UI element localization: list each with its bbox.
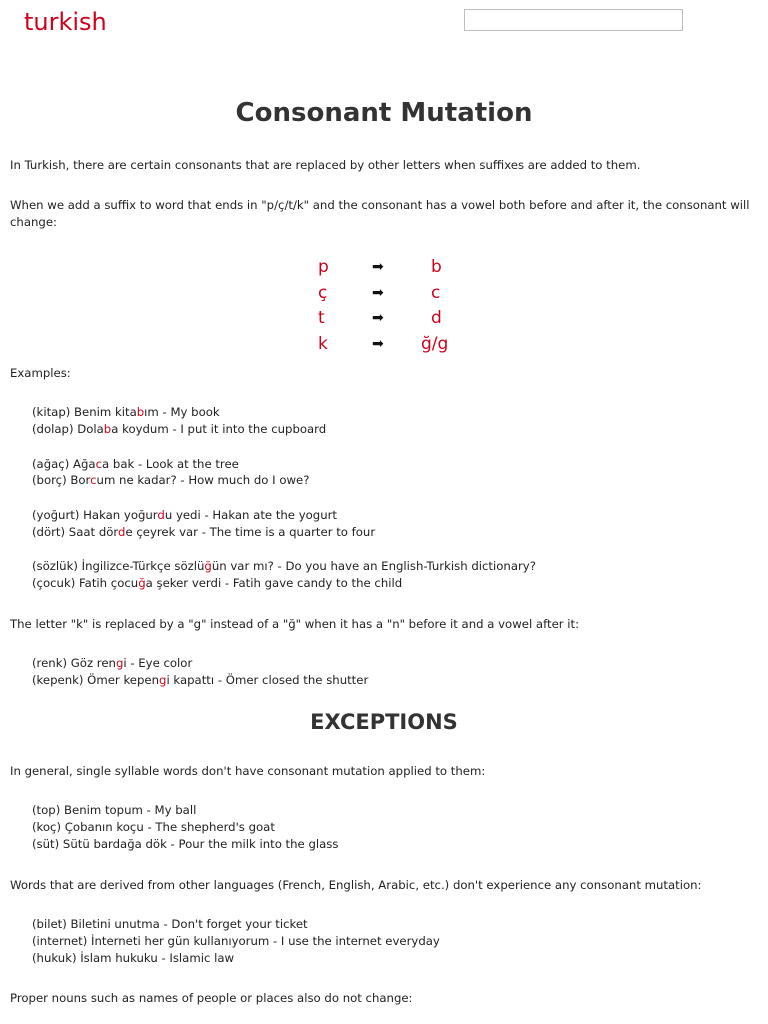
mutation-to: c [431, 283, 441, 303]
proper-nouns-paragraph: Proper nouns such as names of people or places also do not change: [10, 991, 413, 1005]
example-line: (renk) Göz rengi - Eye color [32, 656, 193, 670]
rule-paragraph: When we add a suffix to word that ends in "p/ç/t/k" and the consonant has a vowel both before and after it, the consonant will change: [10, 198, 750, 229]
examples-label: Examples: [10, 366, 71, 380]
mutation-from: p [318, 257, 329, 277]
mutation-to: b [431, 257, 442, 277]
mutation-to: ğ/g [421, 334, 449, 354]
example-line: (sözlük) İngilizce-Türkçe sözlüğün var mı? - Do you have an English-Turkish dictionary? [32, 559, 536, 573]
mutation-from: t [318, 308, 325, 328]
arrow-right-icon: ➡ [372, 310, 384, 326]
search-input[interactable] [464, 9, 683, 31]
exception-line: (koç) Çobanın koçu - The shepherd's goat [32, 820, 275, 834]
site-logo[interactable]: turkish [24, 8, 107, 36]
exception-line: (süt) Sütü bardağa dök - Pour the milk into the glass [32, 837, 339, 851]
foreign-line: (bilet) Biletini unutma - Don't forget your ticket [32, 917, 308, 931]
arrow-right-icon: ➡ [372, 259, 384, 275]
foreign-line: (hukuk) İslam hukuku - Islamic law [32, 951, 235, 965]
example-line: (dolap) Dolaba koydum - I put it into the cupboard [32, 422, 327, 436]
foreign-words-paragraph: Words that are derived from other languages (French, English, Arabic, etc.) don't experience any consonant mutation: [10, 878, 702, 892]
example-line: (borç) Borcum ne kadar? - How much do I owe? [32, 473, 310, 487]
page-title: Consonant Mutation [235, 98, 533, 128]
exceptions-heading: EXCEPTIONS [310, 710, 458, 734]
example-line: (dört) Saat dörde çeyrek var - The time is a quarter to four [32, 525, 376, 539]
foreign-line: (internet) İnterneti her gün kullanıyorum - I use the internet everyday [32, 934, 440, 948]
mutation-from: ç [318, 283, 328, 303]
exception-line: (top) Benim topum - My ball [32, 803, 197, 817]
example-line: (ağaç) Ağaca bak - Look at the tree [32, 457, 239, 471]
arrow-right-icon: ➡ [372, 285, 384, 301]
exceptions-intro: In general, single syllable words don't have consonant mutation applied to them: [10, 764, 486, 778]
k-rule-paragraph: The letter "k" is replaced by a "g" instead of a "ğ" when it has a "n" before it and a vowel after it: [10, 617, 580, 631]
arrow-right-icon: ➡ [372, 336, 384, 352]
example-line: (kitap) Benim kitabım - My book [32, 405, 220, 419]
example-line: (yoğurt) Hakan yoğurdu yedi - Hakan ate the yogurt [32, 508, 337, 522]
mutation-from: k [318, 334, 328, 354]
intro-paragraph: In Turkish, there are certain consonants that are replaced by other letters when suffixes are added to them. [10, 158, 641, 172]
mutation-to: d [431, 308, 442, 328]
example-line: (çocuk) Fatih çocuğa şeker verdi - Fatih gave candy to the child [32, 576, 403, 590]
example-line: (kepenk) Ömer kepengi kapattı - Ömer closed the shutter [32, 673, 369, 687]
